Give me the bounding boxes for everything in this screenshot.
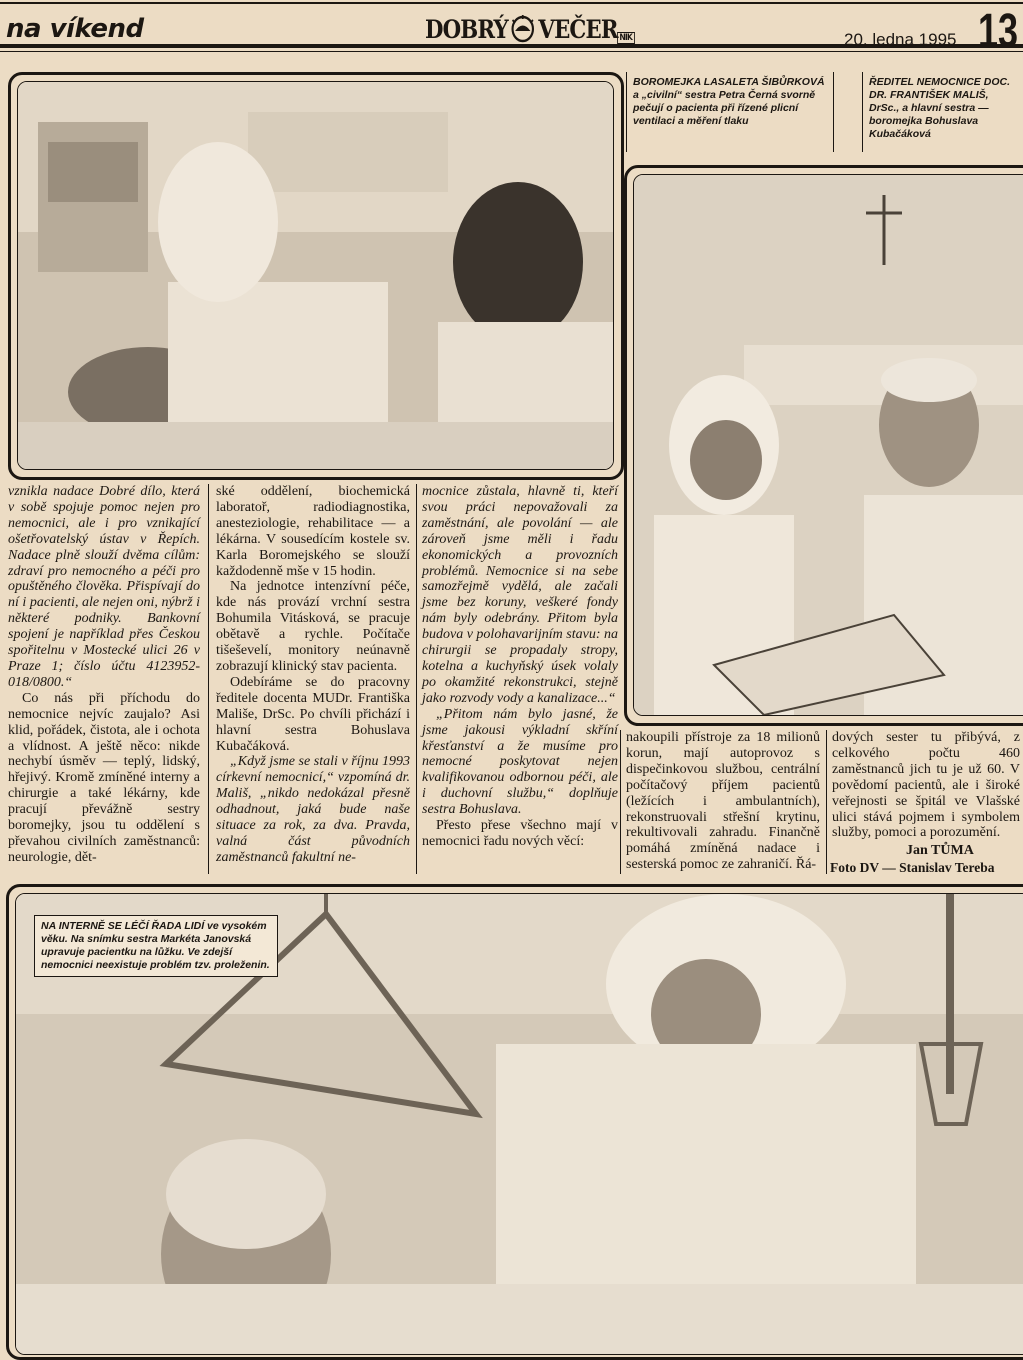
- section-title: na víkend: [6, 14, 144, 44]
- text-column-4: [626, 730, 820, 873]
- column-divider: [208, 484, 209, 874]
- top-rule: [0, 2, 1023, 4]
- photo-credit: Foto DV — Stanislav Tereba: [830, 860, 995, 875]
- paragraph: Odebíráme se do pracovny ředitele docenta MUDr. Františka Mališe, DrSc. Po chvíli přichází i hlavní sestra Bohuslava Kubačáková.: [216, 674, 410, 754]
- column-divider: [826, 730, 827, 874]
- paragraph: Na jednotce intenzívní péče, kde nás provází vrchní sestra Bohumila Vitásková, se pracuje obětavě a rychle. Počítače tišeševelí, monitory neúnavně zobrazují klinický stav pacienta.: [216, 579, 410, 674]
- photo-icu-frame: [8, 72, 624, 480]
- text-column-5: [832, 730, 1020, 841]
- sun-icon: [510, 14, 537, 44]
- paragraph: vznikla nadace Dobré dílo, která v sobě spojuje pomoc nejen pro nemocnici, ale i pro vznikající ošetřovatelský ústav v Řepích. Nadace plně slouží dvěma cílům: zdraví pro nemocného a péči pro opuštěného člověka. Přispívají do ní i pacienti, ale nejen oni, nýbrž i některé podniky. Bankovní spojení je například přes Českou spořitelnu v Mostecké ulici 26 v Praze 1; číslo účtu 4123952-018/0800.“: [8, 484, 200, 690]
- photo-icon: [18, 82, 613, 469]
- paragraph: mocnice zůstala, hlavně ti, kteří svou práci nepovažovali za zaměstnání, ale povolání — ale zároveň jsme měli i řadu ekonomických a provozních problémů. Nemocnice si na sebe samozřejmě vydělá, ale začali jsme bez koruny, veškeré fondy nám byly odebrány. Přitom byla budova v polohavarijním stavu: na chirurgii se propadaly stropy, kotelna a kuchyňský úsek volaly po okamžité rekonstrukci, stejně jako rozvody vody a kanalizace...“: [422, 484, 618, 706]
- caption-ward: NA INTERNĚ SE LÉČÍ ŘADA LIDÍ ve vysokém věku. Na snímku sestra Markéta Janovská upravuje pacientku na lůžku. Ve zdejší nemocnici neexistuje problém tzv. proleženin.: [34, 915, 278, 977]
- column-divider: [620, 730, 621, 874]
- photo-icu: [17, 81, 614, 470]
- text-column-1: [8, 484, 200, 866]
- paragraph: dových sester tu přibývá, z celkového počtu 460 zaměstnanců jich tu je už 60. V povědomí pacientů, ale i široké veřejnosti se špitál ve Vlašské ulici stává pojmem i symbolem služby, pomoci a porozumění.: [832, 730, 1020, 841]
- text-column-3: [422, 484, 618, 850]
- photo-icon: [634, 175, 1023, 715]
- photo-director-frame: [624, 165, 1023, 726]
- author-byline: Jan TŮMA: [906, 843, 974, 858]
- photo-director: [633, 174, 1023, 716]
- caption-icu: BOROMEJKA LASALETA ŠIBŮRKOVÁ a „civilní“ sestra Petra Černá svorně pečují o pacienta při řízené plicní ventilaci a měření tlaku: [626, 72, 834, 152]
- text-column-2: [216, 484, 410, 866]
- page-number: 13: [978, 5, 1019, 58]
- paragraph: „Když jsme se stali v říjnu 1993 církevní nemocnicí,“ vzpomíná dr. Mališ, „nikdo nedokázal přesně odhadnout, jaká bude naše situace za rok, za dva. Pravda, valná část původních zaměstnanců fakultní ne-: [216, 754, 410, 865]
- newspaper-logo: [425, 14, 635, 44]
- paragraph: Co nás při příchodu do nemocnice nejvíc zaujalo? Asi klid, pořádek, čistota, ale i ochota a vlídnost. A ještě něco: nikde nechybí úsměv — teplý, lidský, hřejivý. Kromě zmíněné interny a chirurgie a také lékárny, kde pracují převážně sestry boromejky, jsou tu oddělení s převahou civilních zaměstnanců: neurologie, dět-: [8, 690, 200, 865]
- caption-director: ŘEDITEL NEMOCNICE DOC. DR. FRANTIŠEK MALIŠ, DrSc., a hlavní sestra — boromejka Bohuslava Kubačáková: [862, 72, 1023, 152]
- issue-date: 20. ledna 1995: [844, 30, 957, 49]
- column-divider: [416, 484, 417, 874]
- logo-suffix: NIK: [617, 32, 635, 44]
- paragraph: nakoupili přístroje za 18 milionů korun, mají autoprovoz s dispečinkovou službou, centrální počítačový příjem pacientů (ležících i ambulantních), rekonstruovali střešní krytinu, rekultivovali zahradu. Finančně pomáhá zmíněná nadace i sesterská pomoc ze zahraničí. Řá-: [626, 730, 820, 873]
- masthead-rule-thin: [0, 51, 1023, 52]
- paragraph: Přesto přese všechno mají v nemocnici řadu nových věcí:: [422, 818, 618, 849]
- paragraph: „Přitom nám bylo jasné, že jsme jakousi výkladní skříní křesťanství a že musíme pro nemocné poskytovat nejen kvalifikovanou odbornou péči, ale i duchovní službu,“ doplňuje sestra Bohuslava.: [422, 706, 618, 818]
- paragraph: ské oddělení, biochemická laboratoř, radiodiagnostika, anesteziologie, rehabilitace — a lékárna. V sousedícím kostele sv. Karla Boromejského se slouží každodenně mše v 15 hodin.: [216, 484, 410, 579]
- logo-word-right: VEČER: [538, 14, 618, 44]
- logo-word-left: DOBRÝ: [425, 14, 508, 44]
